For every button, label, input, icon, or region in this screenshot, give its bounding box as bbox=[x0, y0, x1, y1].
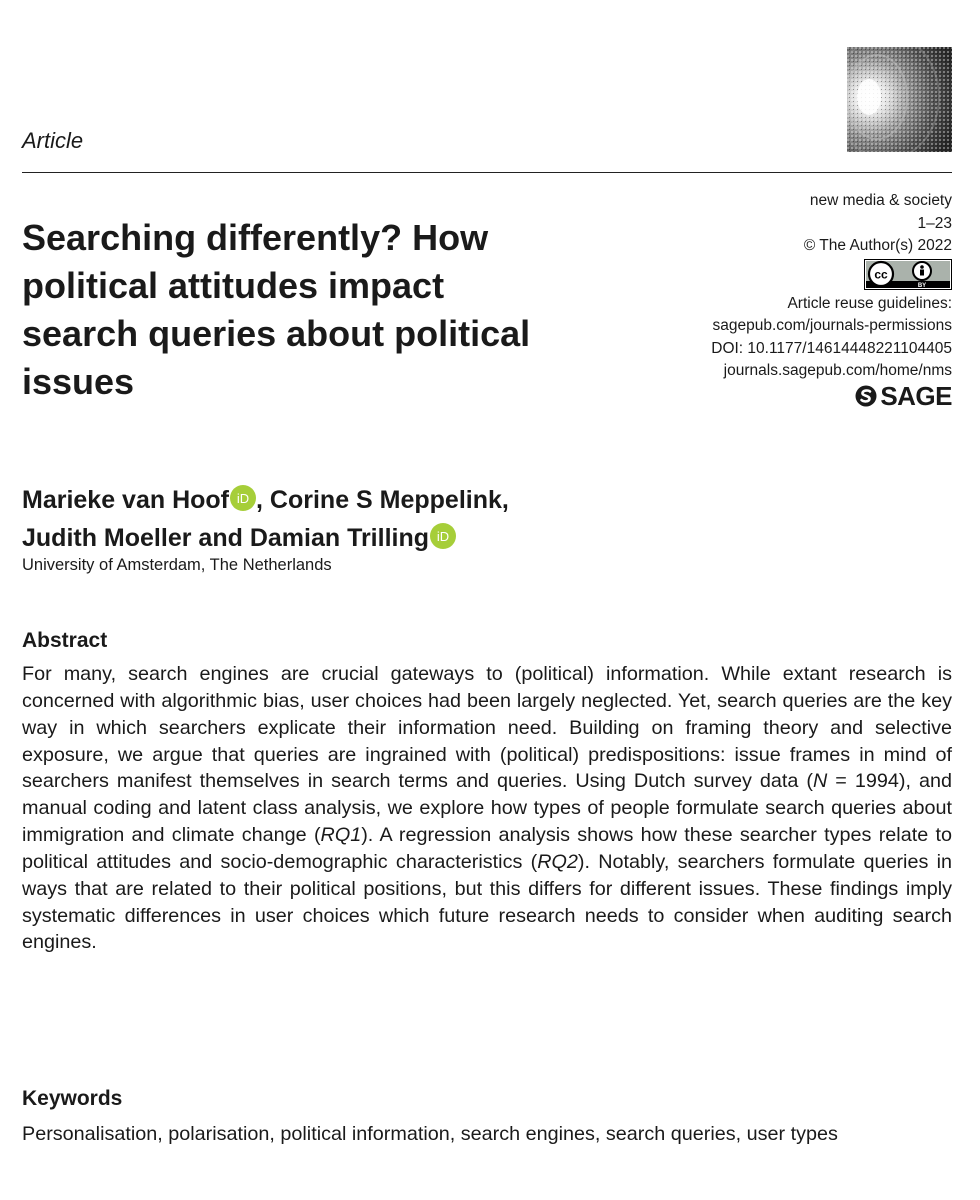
author-conjunction: and bbox=[191, 524, 250, 552]
article-title: Searching differently? How political attitudes impact search queries about political issues bbox=[22, 217, 531, 402]
orcid-label: iD bbox=[436, 529, 450, 544]
svg-text:cc: cc bbox=[874, 267, 888, 281]
reuse-guidelines-label: Article reuse guidelines: bbox=[787, 294, 952, 312]
abstract-text bbox=[22, 661, 952, 956]
author-separator: , bbox=[256, 486, 270, 514]
author-list bbox=[22, 481, 922, 557]
orcid-icon[interactable] bbox=[430, 523, 456, 549]
journal-url-link[interactable]: journals.sagepub.com/home/nms bbox=[723, 362, 952, 379]
keywords-heading: Keywords bbox=[22, 1087, 123, 1110]
author-name[interactable]: Judith Moeller bbox=[22, 524, 192, 552]
header-divider bbox=[22, 172, 952, 173]
publisher-name: SAGE bbox=[880, 380, 952, 411]
doi-link[interactable]: DOI: 10.1177/14614448221104405 bbox=[711, 339, 952, 357]
page-range: 1–23 bbox=[917, 214, 952, 232]
author-separator: , bbox=[501, 486, 509, 514]
sample-size-variable: N bbox=[813, 770, 828, 793]
sage-logo-icon bbox=[855, 385, 877, 407]
journal-name: new media & society bbox=[809, 192, 952, 209]
journal-cover-tunnel-image bbox=[847, 47, 952, 152]
abstract-segment: ), and manual coding and latent class analysis, we explore how types of people formulate search queries about immigration and climate change ( bbox=[22, 770, 952, 847]
permissions-link[interactable]: sagepub.com/journals-permissions bbox=[712, 317, 952, 334]
author-affiliation: University of Amsterdam, The Netherlands bbox=[22, 556, 332, 574]
copyright-notice: © The Author(s) 2022 bbox=[803, 237, 952, 254]
orcid-label: iD bbox=[236, 491, 250, 506]
sample-size-value: = 1994 bbox=[827, 770, 899, 793]
author-name[interactable]: Corine S Meppelink bbox=[269, 486, 502, 514]
author-name[interactable]: Marieke van Hoof bbox=[22, 486, 230, 514]
journal-cover-image bbox=[847, 47, 952, 152]
abstract-segment: ). Notably, searchers formulate queries in ways that are related to their political positions, but this differs for different issues. These findings imply systematic differences in user choices which future research needs to consider when auditing search engines. bbox=[22, 850, 952, 954]
article-type-label: Article bbox=[22, 128, 84, 153]
license-by-text: BY bbox=[917, 282, 927, 289]
cc-by-license-icon[interactable] bbox=[864, 259, 952, 290]
orcid-icon[interactable] bbox=[230, 485, 256, 511]
research-question-ref: RQ2 bbox=[537, 850, 578, 873]
research-question-ref: RQ1 bbox=[320, 824, 362, 847]
journal-metadata bbox=[622, 190, 952, 414]
abstract-heading: Abstract bbox=[22, 629, 108, 652]
publisher-logo bbox=[855, 380, 952, 411]
author-name[interactable]: Damian Trilling bbox=[249, 524, 430, 552]
abstract-segment: ). A regression analysis shows how these searcher types relate to political attitudes and socio-demographic characteristics ( bbox=[22, 824, 952, 873]
abstract-segment: For many, search engines are crucial gateways to (political) information. While extant research is concerned with algorithmic bias, user choices had been largely neglected. Yet, search queries are the key way in which searchers explicate their information need. Building on framing theory and selective exposure, we argue that queries are ingrained with (political) predispositions: issue frames in mind of searchers manifest themselves in search terms and queries. Using Dutch survey data ( bbox=[22, 663, 952, 793]
keywords-list: Personalisation, polarisation, political information, search engines, search queries, user types bbox=[22, 1123, 838, 1145]
